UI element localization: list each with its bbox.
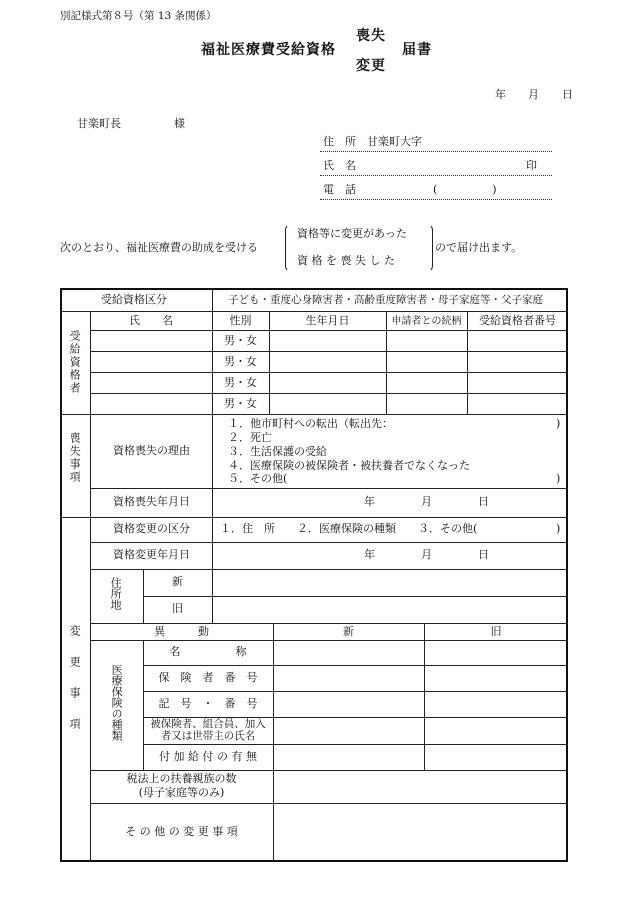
rule (212, 288, 213, 311)
category-value[interactable]: 子ども・重度心身障害者・高齢重度障害者・母子家庭等・父子家庭 (228, 294, 543, 306)
phone-line[interactable] (320, 199, 552, 200)
change-section-label: 変更事項 (68, 625, 82, 749)
address-line[interactable] (320, 151, 552, 152)
title-option-change: 変更 (356, 58, 386, 74)
close-paren: ) (556, 472, 561, 485)
col-sex: 性別 (229, 314, 252, 327)
title-option-loss: 喪失 (356, 28, 386, 44)
form-title: 福祉医療費受給資格 (201, 42, 336, 58)
date-day: 日 (562, 88, 573, 101)
intro-prefix: 次のとおり、福祉医療費の助成を受ける (60, 241, 258, 254)
loss-date-month: 月 (421, 495, 432, 508)
rule (90, 803, 568, 804)
name-line[interactable] (320, 175, 552, 176)
name-label: 氏 名 (323, 159, 356, 172)
form-number: 別記様式第８号（第 13 条関係） (60, 10, 217, 22)
col-relation: 申請者との続柄 (391, 316, 462, 327)
seal-mark: 印 (526, 159, 537, 172)
other-changes-label: そ の 他 の 変 更 事 項 (125, 825, 238, 838)
insured-name-label-1: 被保険者、組合員、加入 (150, 718, 266, 730)
rule (60, 311, 568, 312)
loss-date-label: 資格喪失年月日 (113, 495, 190, 508)
insurance-name-label: 名 称 (169, 645, 247, 658)
rule (90, 393, 568, 394)
addressee: 甘楽町長 (77, 117, 121, 130)
change-date-year: 年 (364, 548, 375, 561)
rule (90, 640, 568, 641)
dependents-label: 税法上の扶養親族の数 (126, 772, 237, 785)
rule (424, 623, 425, 770)
sex-option[interactable]: 男・女 (224, 355, 257, 368)
transfer-new-label: 新 (343, 625, 354, 638)
sex-option[interactable]: 男・女 (224, 397, 257, 410)
loss-reason-5[interactable]: ５．その他( (228, 472, 288, 485)
insured-name-label-2: 者又は世帯主の氏名 (160, 730, 256, 742)
close-paren: ) (556, 417, 561, 430)
address-value: 甘楽町大字 (367, 135, 422, 148)
loss-section-label: 喪失事項 (68, 432, 82, 484)
intro-option-change[interactable]: 資格等に変更があった (297, 227, 407, 240)
rule (90, 351, 568, 352)
insurance-type-label: 医療保険の種類 (110, 664, 124, 741)
col-number: 受給資格者番号 (479, 314, 556, 327)
change-date-month: 月 (421, 548, 432, 561)
date-year: 年 (495, 88, 506, 101)
intro-option-loss[interactable]: 資 格 を 喪 失 し た (297, 254, 395, 267)
category-label: 受給資格区分 (101, 293, 167, 306)
change-date-day: 日 (478, 548, 489, 561)
rule (90, 542, 568, 543)
loss-reason-label: 資格喪失の理由 (113, 444, 190, 457)
date-month: 月 (528, 88, 539, 101)
phone-label: 電 話 (323, 183, 356, 196)
addressee-suffix: 様 (174, 117, 185, 130)
additional-benefit-label: 付 加 給 付 の 有 無 (159, 750, 257, 763)
phone-paren: ( ) (433, 183, 497, 196)
loss-reason-3[interactable]: ３．生活保護の受給 (228, 445, 327, 458)
rule (273, 770, 274, 862)
rule (143, 665, 568, 666)
loss-reason-2[interactable]: ２．死亡 (228, 431, 272, 444)
change-types[interactable]: １．住 所 ２．医療保険の種類 ３．その他( (220, 522, 478, 535)
rule (90, 488, 568, 489)
rule (212, 414, 213, 517)
sex-option[interactable]: 男・女 (224, 376, 257, 389)
address-new-label: 新 (172, 575, 183, 588)
rule (90, 372, 568, 373)
rule (273, 623, 274, 770)
rule (143, 691, 568, 692)
symbol-number-label: 記 号 ・ 番 号 (158, 697, 258, 710)
dependents-note: (母子家庭等のみ) (138, 786, 225, 799)
rule (60, 414, 568, 415)
loss-date-day: 日 (478, 495, 489, 508)
address-row-label: 住所地 (109, 577, 123, 610)
loss-reason-4[interactable]: ４．医療保険の被保険者・被扶養者でなくなった (228, 459, 470, 472)
col-birth: 生年月日 (305, 314, 350, 327)
recipients-label: 受給資格者 (68, 330, 82, 395)
insurer-number-label: 保 険 者 番 号 (158, 671, 258, 684)
loss-date-year: 年 (364, 495, 375, 508)
intro-suffix: ので届け出ます。 (435, 241, 523, 254)
address-label: 住 所 (323, 135, 356, 148)
rule (60, 517, 568, 518)
transfer-old-label: 旧 (490, 625, 502, 638)
sex-option[interactable]: 男・女 (224, 334, 257, 347)
rule (90, 623, 568, 624)
address-old-label: 旧 (172, 602, 183, 615)
change-type-label: 資格変更の区分 (113, 522, 190, 535)
rule (90, 569, 568, 570)
rule (90, 330, 568, 331)
col-name: 氏 名 (129, 314, 173, 327)
rule (143, 744, 568, 745)
rule (143, 596, 568, 597)
change-date-label: 資格変更年月日 (113, 548, 190, 561)
rule (212, 517, 213, 623)
rule (90, 770, 568, 771)
close-paren: ) (556, 522, 561, 535)
transfer-label: 異 動 (154, 625, 209, 638)
loss-reason-1[interactable]: １．他市町村への転出（転出先： (228, 417, 393, 430)
title-suffix: 届書 (402, 42, 432, 58)
